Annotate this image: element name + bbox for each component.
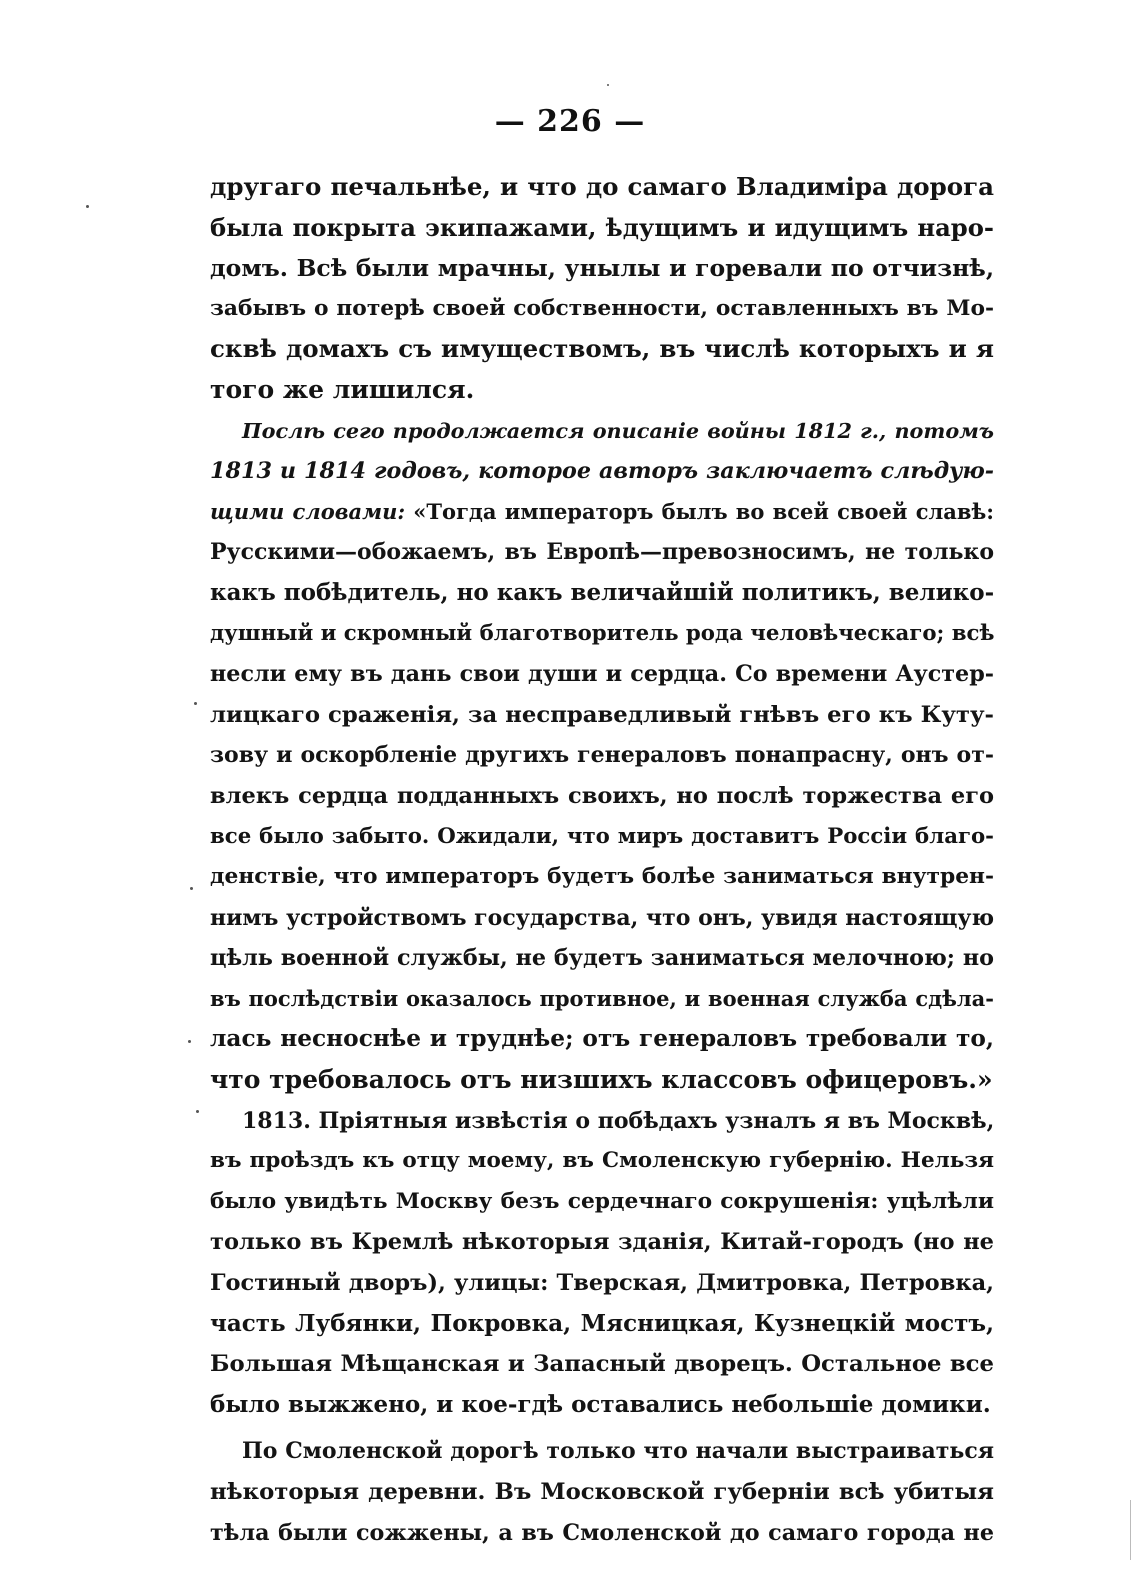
text-line: душный и скромный благотворитель рода человѣческаго; всѣ xyxy=(210,620,995,646)
scan-speck xyxy=(188,1040,191,1043)
text-line: нѣкоторыя деревни. Въ Московской губерніи всѣ убитыя xyxy=(210,1479,994,1505)
editorial-line: Послѣ сего продолжается описаніе войны 1812 г., потомъ xyxy=(242,418,994,443)
text-line: забывъ о потерѣ своей собственности, оставленныхъ въ Мо- xyxy=(210,295,994,321)
text-line: тѣла были сожжены, а въ Смоленской до самаго города не xyxy=(210,1519,994,1546)
text-line: По Смоленской дорогѣ только что начали выстраиваться xyxy=(242,1438,994,1465)
text-line: денствіе, что императоръ будетъ болѣе заниматься внутрен- xyxy=(210,864,994,890)
scan-speck xyxy=(190,887,193,890)
text-line: сквѣ домахъ съ имуществомъ, въ числѣ которыхъ и я xyxy=(210,334,994,364)
text-line: въ послѣдствіи оказалось противное, и военная служба сдѣла- xyxy=(210,985,994,1011)
text-line: влекъ сердца подданныхъ своихъ, но послѣ торжества его xyxy=(210,782,994,809)
text-line: было увидѣть Москву безъ сердечнаго сокрушенія: уцѣлѣли xyxy=(210,1188,994,1214)
text-line: Русскими—обожаемъ, въ Европѣ—превозносимъ, не только xyxy=(210,539,994,566)
text-line: Гостиный дворъ), улицы: Тверская, Дмитровка, Петровка, xyxy=(210,1270,994,1297)
quote-fragment: «Тогда императоръ былъ во всей своей славѣ: xyxy=(405,498,994,524)
scan-speck xyxy=(607,84,609,86)
text-line: только въ Кремлѣ нѣкоторыя зданія, Китай-городъ (но не xyxy=(210,1229,994,1256)
text-line: лицкаго сраженія, за несправедливый гнѣвъ его къ Куту- xyxy=(210,701,994,728)
text-line: того же лишился. xyxy=(210,374,475,404)
page-number: — 226 — xyxy=(494,104,646,139)
text-line-mixed xyxy=(210,492,994,533)
text-line: зову и оскорбленіе другихъ генераловъ понапрасну, онъ от- xyxy=(210,742,994,769)
editorial-line: 1813 и 1814 годовъ, которое авторъ заключаетъ слѣдую- xyxy=(210,458,994,485)
editorial-fragment: щими словами: xyxy=(210,498,406,524)
scan-edge-mark xyxy=(1130,1500,1131,1560)
text-line: несли ему въ дань свои души и сердца. Со времени Аустер- xyxy=(210,661,994,688)
text-line: домъ. Всѣ были мрачны, унылы и горевали по отчизнѣ, xyxy=(210,254,994,283)
text-line: часть Лубянки, Покровка, Мясницкая, Кузнецкій мостъ, xyxy=(210,1309,994,1337)
text-line: 1813. Пріятныя извѣстія о побѣдахъ узналъ я въ Москвѣ, xyxy=(242,1107,995,1134)
text-line: другаго печальнѣе, и что до самаго Владиміра дорога xyxy=(210,172,994,201)
text-line: Большая Мѣщанская и Запасный дворецъ. Остальное все xyxy=(210,1351,994,1378)
text-line: что требовалось отъ низшихъ классовъ офицеровъ.» xyxy=(210,1065,993,1095)
text-line: лась несноснѣе и труднѣе; отъ генераловъ требовали то, xyxy=(210,1025,994,1053)
text-line: было выжжено, и кое-гдѣ оставались небольшіе домики. xyxy=(210,1390,991,1418)
text-line: какъ побѣдитель, но какъ величайшій политикъ, велико- xyxy=(210,578,995,606)
text-line: была покрыта экипажами, ѣдущимъ и идущимъ наро- xyxy=(210,212,994,242)
scan-speck xyxy=(196,1110,199,1113)
text-line: цѣль военной службы, не будетъ заниматься мелочною; но xyxy=(210,945,994,972)
text-line: нимъ устройствомъ государства, что онъ, увидя настоящую xyxy=(210,904,995,931)
scan-speck xyxy=(194,702,197,705)
text-line: въ проѣздъ къ отцу моему, въ Смоленскую губернію. Нельзя xyxy=(210,1148,994,1174)
body-text xyxy=(210,167,994,1553)
scan-speck xyxy=(86,205,89,208)
text-line: все было забыто. Ожидали, что миръ доставитъ Россіи благо- xyxy=(210,823,994,849)
